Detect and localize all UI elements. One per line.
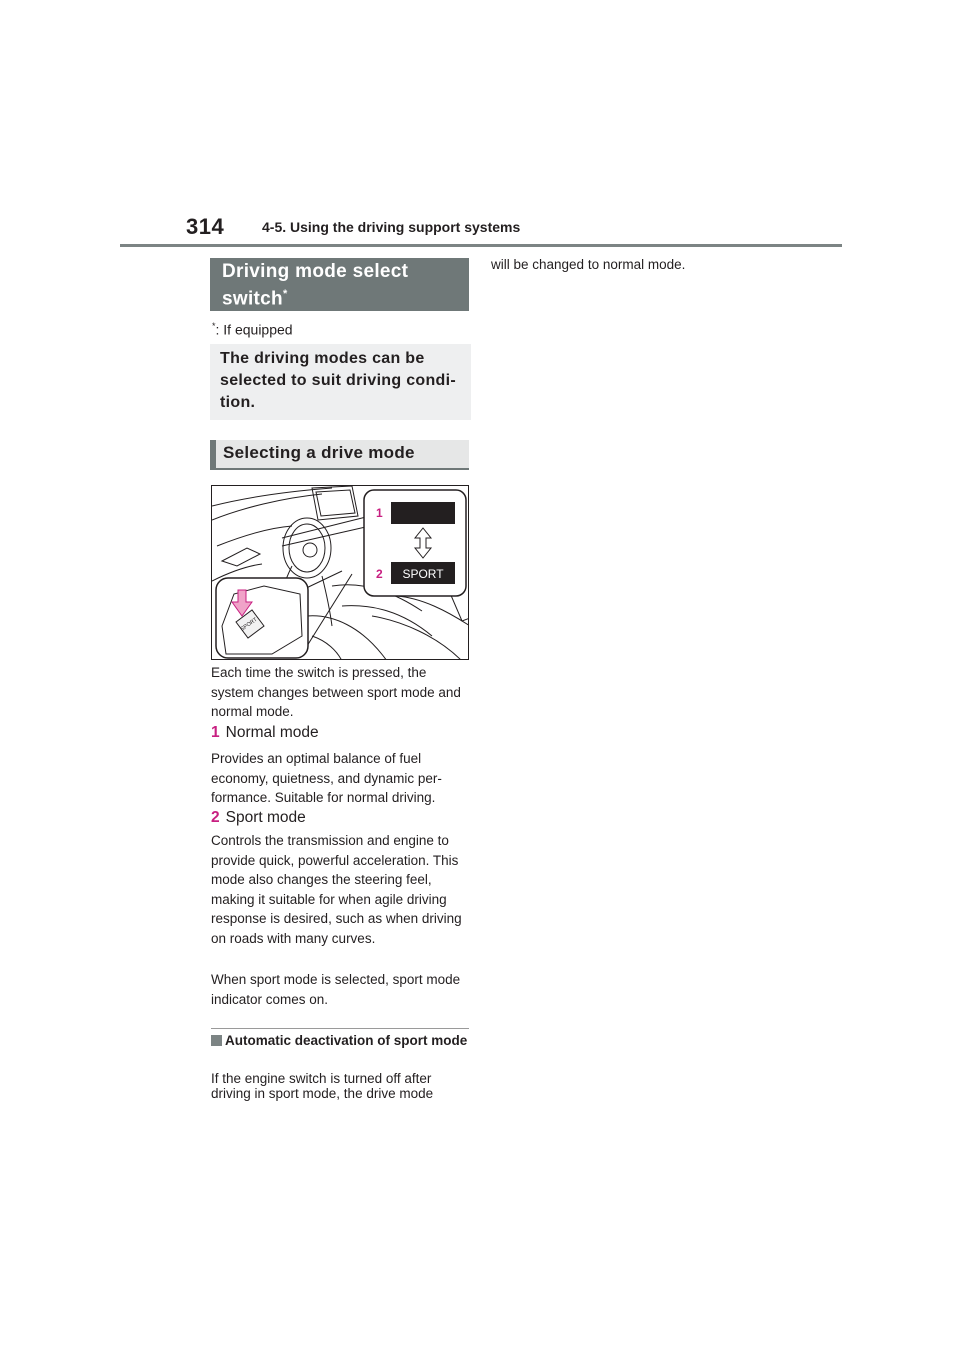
item-sport-mode-heading (211, 809, 306, 827)
header-rule (120, 244, 842, 247)
item-heading-normal-mode: Normal mode (225, 724, 319, 741)
note-divider (211, 1028, 469, 1029)
item-number-1: 1 (211, 724, 220, 741)
section-header: 4-5. Using the driving support systems (262, 219, 521, 235)
switch-sport-label: SPORT (239, 616, 259, 633)
drive-mode-illustration (211, 485, 469, 660)
section-title-text: Driving mode select switch (222, 261, 409, 310)
switch-inset (216, 578, 308, 658)
display-sport-label: SPORT (402, 567, 444, 581)
sport-indicator-description: When sport mode is selected, sport mode indicator comes on. (211, 972, 461, 1007)
callout-1: 1 (376, 506, 383, 520)
sport-mode-description: Controls the transmission and engine to provide quick, powerful acceleration. This mode also changes the steering feel, making it suitable for when agile driving response is desired, such as when driving on roads with many curves. (211, 833, 462, 946)
note-continuation: will be changed to normal mode. (491, 257, 686, 272)
section-title (210, 258, 469, 311)
page-number: 314 (186, 214, 225, 239)
footnote-marker: * (212, 321, 216, 331)
switch-description: Each time the switch is pressed, the system changes between sport mode and normal mode. (211, 665, 461, 719)
cockpit-drawing (212, 486, 469, 660)
note-text: If the engine switch is turned off after driving in sport mode, the drive mode (211, 1071, 434, 1101)
footnote (212, 321, 293, 338)
item-number-2: 2 (211, 809, 220, 826)
subheading-selecting-drive-mode: Selecting a drive mode (210, 440, 469, 470)
callout-2: 2 (376, 567, 383, 581)
title-footnote-marker: * (282, 288, 288, 300)
item-heading-sport-mode: Sport mode (225, 809, 306, 826)
note-heading-text: Automatic deactivation of sport mode (225, 1033, 468, 1048)
item-normal-mode-heading (211, 724, 319, 742)
normal-mode-description: Provides an optimal balance of fuel economy, quietness, and dynamic per-formance. Suitable for normal driving. (211, 751, 442, 805)
note-square-icon (211, 1035, 222, 1046)
footnote-text: : If equipped (215, 321, 293, 338)
intro-box: The driving modes can be selected to suit driving condi-tion. (210, 344, 471, 420)
note-heading (211, 1033, 469, 1048)
normal-mode-display (391, 502, 455, 524)
